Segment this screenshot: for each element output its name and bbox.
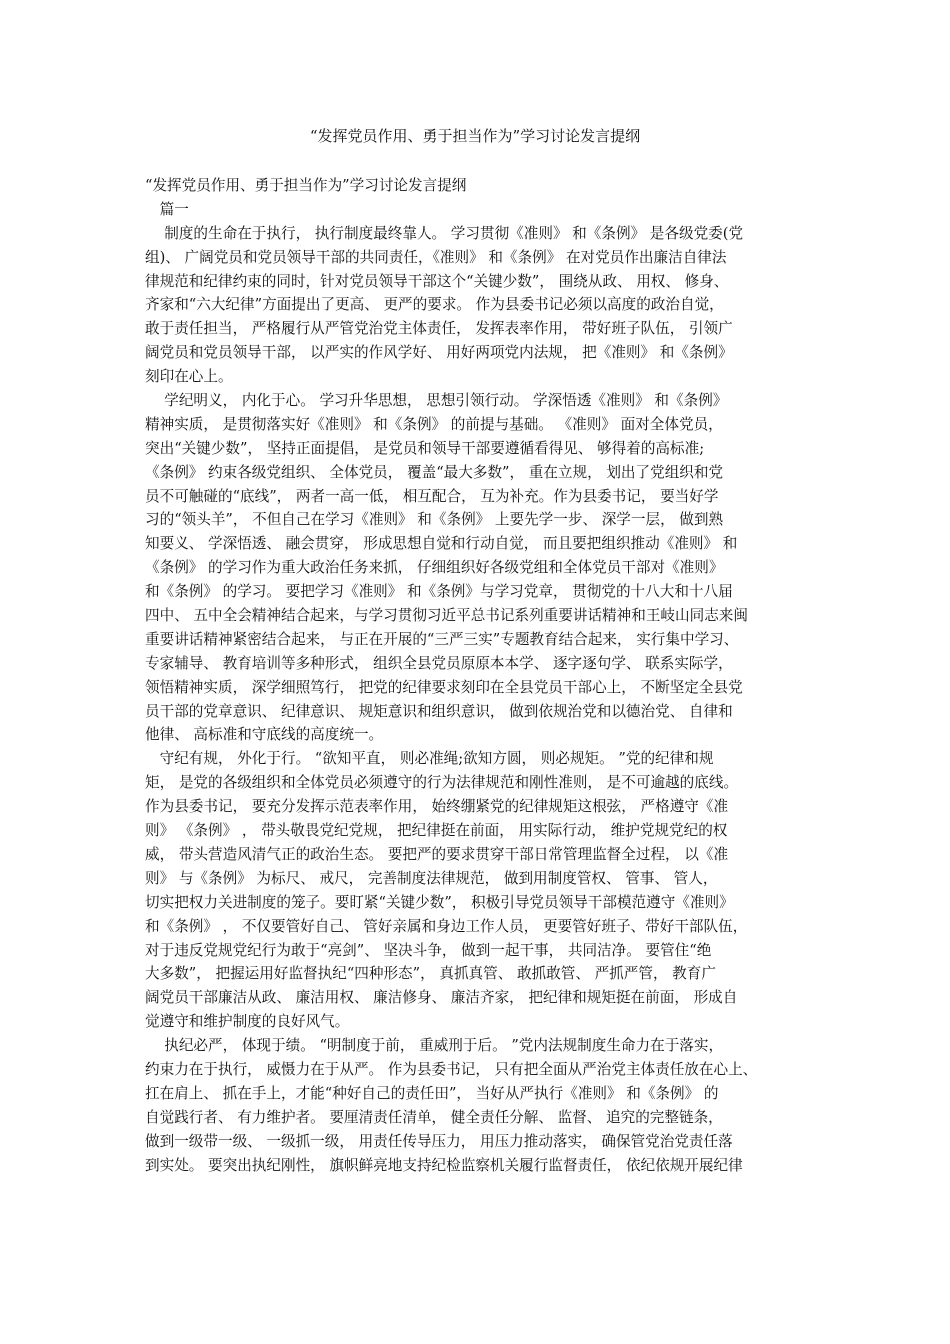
text-line: 《条例》 的学习作为重大政治任务来抓， 仔细组织好各级党组和全体党员干部对《准则》 (145, 559, 724, 577)
text-line: 制度的生命在于执行， 执行制度最终靠人。 学习贯彻《准则》 和《条例》 是各级党委(党 (145, 224, 744, 242)
text-line: 威， 带头营造风清气正的政治生态。 要把严的要求贯穿干部日常管理监督全过程， 以《准 (145, 845, 729, 863)
text-line: 和《条例》 的学习。 要把学习《准则》 和《条例》与学习党章， 贯彻党的十八大和十八届 (145, 583, 733, 601)
text-line: 作为县委书记， 要充分发挥示范表率作用， 始终绷紧党的纪律规矩这根弦， 严格遵守《准 (145, 798, 729, 816)
text-line: 刻印在心上。 (145, 368, 233, 386)
text-line: 到实处。 要突出执纪刚性， 旗帜鲜亮地支持纪检监察机关履行监督责任， 依纪依规开展纪律 (145, 1156, 743, 1174)
text-line: 四中、 五中全会精神结合起来，与学习贯彻习近平总书记系列重要讲话精神和王岐山同志来闽 (145, 607, 748, 625)
text-line: 员不可触碰的“底线”， 两者一高一低， 相互配合， 互为补充。作为县委书记， 要当好学 (145, 487, 719, 505)
text-line: 扛在肩上、 抓在手上，才能“种好自己的责任田”， 当好从严执行《准则》 和《条例》 的 (145, 1084, 719, 1102)
text-line: 自觉践行者、 有力维护者。 要厘清责任清单， 健全责任分解、 监督、 追究的完整链条， (145, 1108, 723, 1126)
text-line: 习的“领头羊”， 不但自己在学习《准则》 和《条例》 上要先学一步、 深学一层， 做到熟 (145, 511, 724, 529)
text-line: 重要讲话精神紧密结合起来， 与正在开展的“三严三实”专题教育结合起来， 实行集中学习、 (145, 630, 739, 648)
text-line: 守纪有规， 外化于行。 “欲知平直， 则必准绳;欲知方圆， 则必规矩。 ”党的纪律和规 (145, 750, 714, 768)
text-line: 专家辅导、 教育培训等多种形式， 组织全县党员原原本本学、 逐字逐句学、 联系实际学， (145, 654, 733, 672)
text-line: 则》 《条例》 ， 带头敬畏党纪党规， 把纪律挺在前面， 用实际行动， 维护党规党纪的权 (145, 822, 728, 840)
text-line: 篇一 (145, 200, 189, 218)
text-line: 切实把权力关进制度的笼子。要盯紧“关键少数”， 积极引导党员领导干部模范遵守《准则》 (145, 893, 734, 911)
text-line: 领悟精神实质， 深学细照笃行， 把党的纪律要求刻印在全县党员干部心上， 不断坚定全县党 (145, 678, 743, 696)
text-line: 员干部的党章意识、 纪律意识、 规矩意识和组织意识， 做到依规治党和以德治党、 自律和 (145, 702, 733, 720)
text-line: 学纪明义， 内化于心。 学习升华思想， 思想引领行动。 学深悟透《准则》 和《条例》 (145, 392, 728, 410)
text-line: “发挥党员作用、勇于担当作为”学习讨论发言提纲 (145, 177, 467, 194)
text-line: 齐家和“六大纪律”方面提出了更高、 更严的要求。 作为县委书记必须以高度的政治自觉， (145, 296, 724, 314)
text-line: 律规范和纪律约束的同时，针对党员领导干部这个“关键少数”， 围绕从政、 用权、 修身、 (145, 272, 729, 290)
text-line: 对于违反党规党纪行为敢于“亮剑”、 坚决斗争， 做到一起干事， 共同洁净。 要管住“绝 (145, 941, 712, 959)
text-line: 《条例》 约束各级党组织、 全体党员， 覆盖“最大多数”， 重在立规， 划出了党组织和党 (145, 463, 724, 481)
text-line: 觉遵守和维护制度的良好风气。 (145, 1013, 350, 1031)
text-line: 知要义、 学深悟透、 融会贯穿， 形成思想自觉和行动自觉， 而且要把组织推动《准则》 和 (145, 535, 738, 553)
document-body (145, 174, 825, 1177)
text-line: 他律、 高标准和守底线的高度统一。 (145, 726, 384, 744)
text-line: 阔党员干部廉洁从政、 廉洁用权、 廉洁修身、 廉洁齐家， 把纪律和规矩挺在前面， 形成自 (145, 989, 738, 1007)
text-line: 则》 与《条例》 为标尺、 戒尺， 完善制度法律规范， 做到用制度管权、 管事、 管人， (145, 869, 718, 887)
text-line: 和《条例》 ， 不仅要管好自己、 管好亲属和身边工作人员， 更要管好班子、带好干部队伍， (145, 917, 748, 935)
text-line: 突出“关键少数”， 坚持正面提倡， 是党员和领导干部要遵循看得见、 够得着的高标准; (145, 439, 705, 457)
document-title: “发挥党员作用、勇于担当作为”学习讨论发言提纲 (309, 127, 641, 145)
text-line: 做到一级带一级、 一级抓一级， 用责任传导压力， 用压力推动落实， 确保管党治党责任落 (145, 1132, 733, 1150)
text-line: 精神实质， 是贯彻落实好《准则》 和《条例》 的前提与基础。 《准则》 面对全体党员， (145, 415, 723, 433)
text-line: 组)、 广阔党员和党员领导干部的共同责任，《准则》 和《条例》 在对党员作出廉洁自律法 (145, 248, 727, 266)
text-line: 阔党员和党员领导干部， 以严实的作风学好、 用好两项党内法规， 把《准则》 和《条例》 (145, 344, 733, 362)
text-line: 约束力在于执行， 威慑力在于从严。 作为县委书记， 只有把全面从严治党主体责任放在心上、 (145, 1060, 758, 1078)
text-line: 大多数”， 把握运用好监督执纪“四种形态”， 真抓真管、 敢抓敢管、 严抓严管， 教育广 (145, 965, 716, 983)
text-line: 敢于责任担当， 严格履行从严管党治党主体责任， 发挥表率作用， 带好班子队伍， 引领广 (145, 320, 733, 338)
text-line: 执纪必严， 体现于绩。 “明制度于前， 重威刑于后。 ”党内法规制度生命力在于落实， (145, 1037, 724, 1055)
text-line: 矩， 是党的各级组织和全体党员必须遵守的行为法律规范和刚性准则， 是不可逾越的底线。 (145, 774, 739, 792)
